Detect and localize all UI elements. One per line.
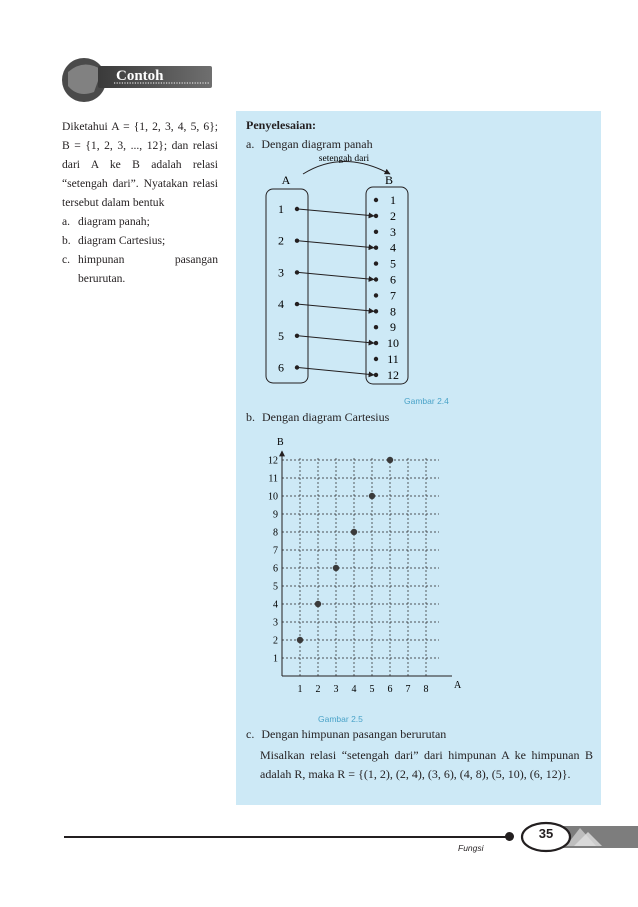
mapping-arrow (298, 304, 374, 311)
data-point (297, 637, 303, 643)
x-tick-label: 3 (333, 684, 339, 695)
y-tick-label: 8 (273, 527, 278, 539)
relation-label: setengah dari (318, 154, 370, 164)
part-c-heading: c. Dengan himpunan pasangan berurutan (246, 727, 447, 741)
banner-title: Contoh (116, 68, 164, 84)
set-b-dot (374, 293, 378, 297)
solution-heading: Penyelesaian: (246, 118, 316, 132)
y-tick-label: 9 (273, 509, 278, 521)
caption-gambar-2-4: Gambar 2.4 (404, 396, 449, 406)
cartesian-chart (236, 429, 601, 699)
y-tick-label: 2 (273, 635, 278, 647)
x-tick-label: 1 (297, 684, 303, 695)
set-b-element: 7 (390, 288, 396, 303)
contoh-banner (60, 52, 220, 108)
data-point (315, 601, 321, 607)
part-a-heading: a. Dengan diagram panah (246, 137, 373, 151)
set-a-name: A (281, 173, 291, 187)
set-a-element: 3 (278, 265, 284, 280)
set-b-dot (374, 230, 378, 234)
arrow-diagram (236, 111, 601, 401)
mapping-arrow (298, 336, 374, 343)
data-point (369, 493, 375, 499)
y-tick-label: 5 (273, 581, 278, 593)
set-a-oval (266, 189, 308, 383)
x-axis-label: A (454, 680, 462, 691)
set-a-element: 5 (278, 328, 284, 343)
x-tick-label: 4 (351, 684, 357, 695)
set-b-dot (374, 246, 378, 250)
set-b-dot (374, 309, 378, 313)
data-point (351, 529, 357, 535)
problem-intro: Diketahui A = {1, 2, 3, 4, 5, 6}; B = {1, 2, 3, ..., 12}; dan relasi dari A ke B adalah relasi “setengah dari”. Nyatakan relasi tersebut dalam bentuk (62, 120, 218, 209)
y-tick-label: 10 (268, 491, 278, 503)
data-point (387, 457, 393, 463)
solution-box (236, 111, 601, 805)
set-b-dot (374, 261, 378, 265)
footer-dot (505, 832, 514, 841)
set-b-element: 1 (390, 193, 396, 207)
data-point (333, 565, 339, 571)
set-a-element: 4 (278, 297, 284, 312)
mapping-arrow (298, 272, 374, 279)
problem-item-a: a. diagram panah; (62, 215, 150, 228)
problem-statement (62, 117, 218, 288)
set-b-element: 10 (387, 336, 399, 351)
y-tick-label: 12 (268, 455, 278, 467)
footer-rule (64, 836, 509, 838)
set-b-dot (374, 325, 378, 329)
y-tick-label: 1 (273, 653, 278, 665)
x-tick-label: 5 (369, 684, 375, 695)
set-b-element: 9 (390, 320, 396, 335)
set-b-dot (374, 373, 378, 377)
set-b-element: 8 (390, 304, 396, 319)
mapping-arrow (298, 241, 374, 248)
x-tick-label: 7 (405, 684, 411, 695)
set-b-element: 4 (390, 240, 396, 255)
y-tick-label: 4 (273, 599, 278, 611)
set-b-dot (374, 277, 378, 281)
mapping-arrow (298, 209, 374, 216)
x-tick-label: 8 (423, 684, 429, 695)
set-b-dot (374, 341, 378, 345)
y-tick-label: 11 (268, 473, 278, 485)
set-a-element: 1 (278, 202, 284, 216)
set-b-element: 3 (390, 224, 396, 239)
set-b-dot (374, 214, 378, 218)
set-b-dot (374, 357, 378, 361)
set-b-element: 11 (387, 352, 399, 366)
set-b-name: B (384, 173, 394, 187)
y-tick-label: 6 (273, 563, 278, 575)
set-b-element: 6 (390, 272, 396, 287)
set-b-element: 12 (387, 367, 399, 382)
set-b-dot (374, 198, 378, 202)
problem-item-b: b. diagram Cartesius; (62, 234, 166, 247)
set-a-element: 2 (278, 233, 284, 248)
mapping-arrow (298, 368, 374, 375)
x-tick-label: 6 (387, 684, 393, 695)
y-tick-label: 7 (273, 545, 278, 557)
part-b-heading: b. Dengan diagram Cartesius (246, 410, 390, 424)
page-number: 35 (538, 826, 554, 841)
part-c-text: Misalkan relasi “setengah dari” dari himpunan A ke himpunan B adalah R, maka R = {(1, 2), (2, 4), (3, 6), (4, 8), (5, 10), (6, 12)}. (260, 748, 593, 781)
set-b-element: 2 (390, 208, 396, 223)
y-axis-label: B (277, 437, 284, 448)
problem-item-c: c. himpunan pasangan berurutan. (62, 253, 218, 285)
y-tick-label: 3 (273, 617, 278, 629)
set-b-element: 5 (390, 256, 396, 271)
set-a-element: 6 (278, 360, 284, 375)
footer-chapter-label: Fungsi (458, 843, 484, 853)
x-tick-label: 2 (315, 684, 321, 695)
caption-gambar-2-5: Gambar 2.5 (318, 714, 363, 724)
